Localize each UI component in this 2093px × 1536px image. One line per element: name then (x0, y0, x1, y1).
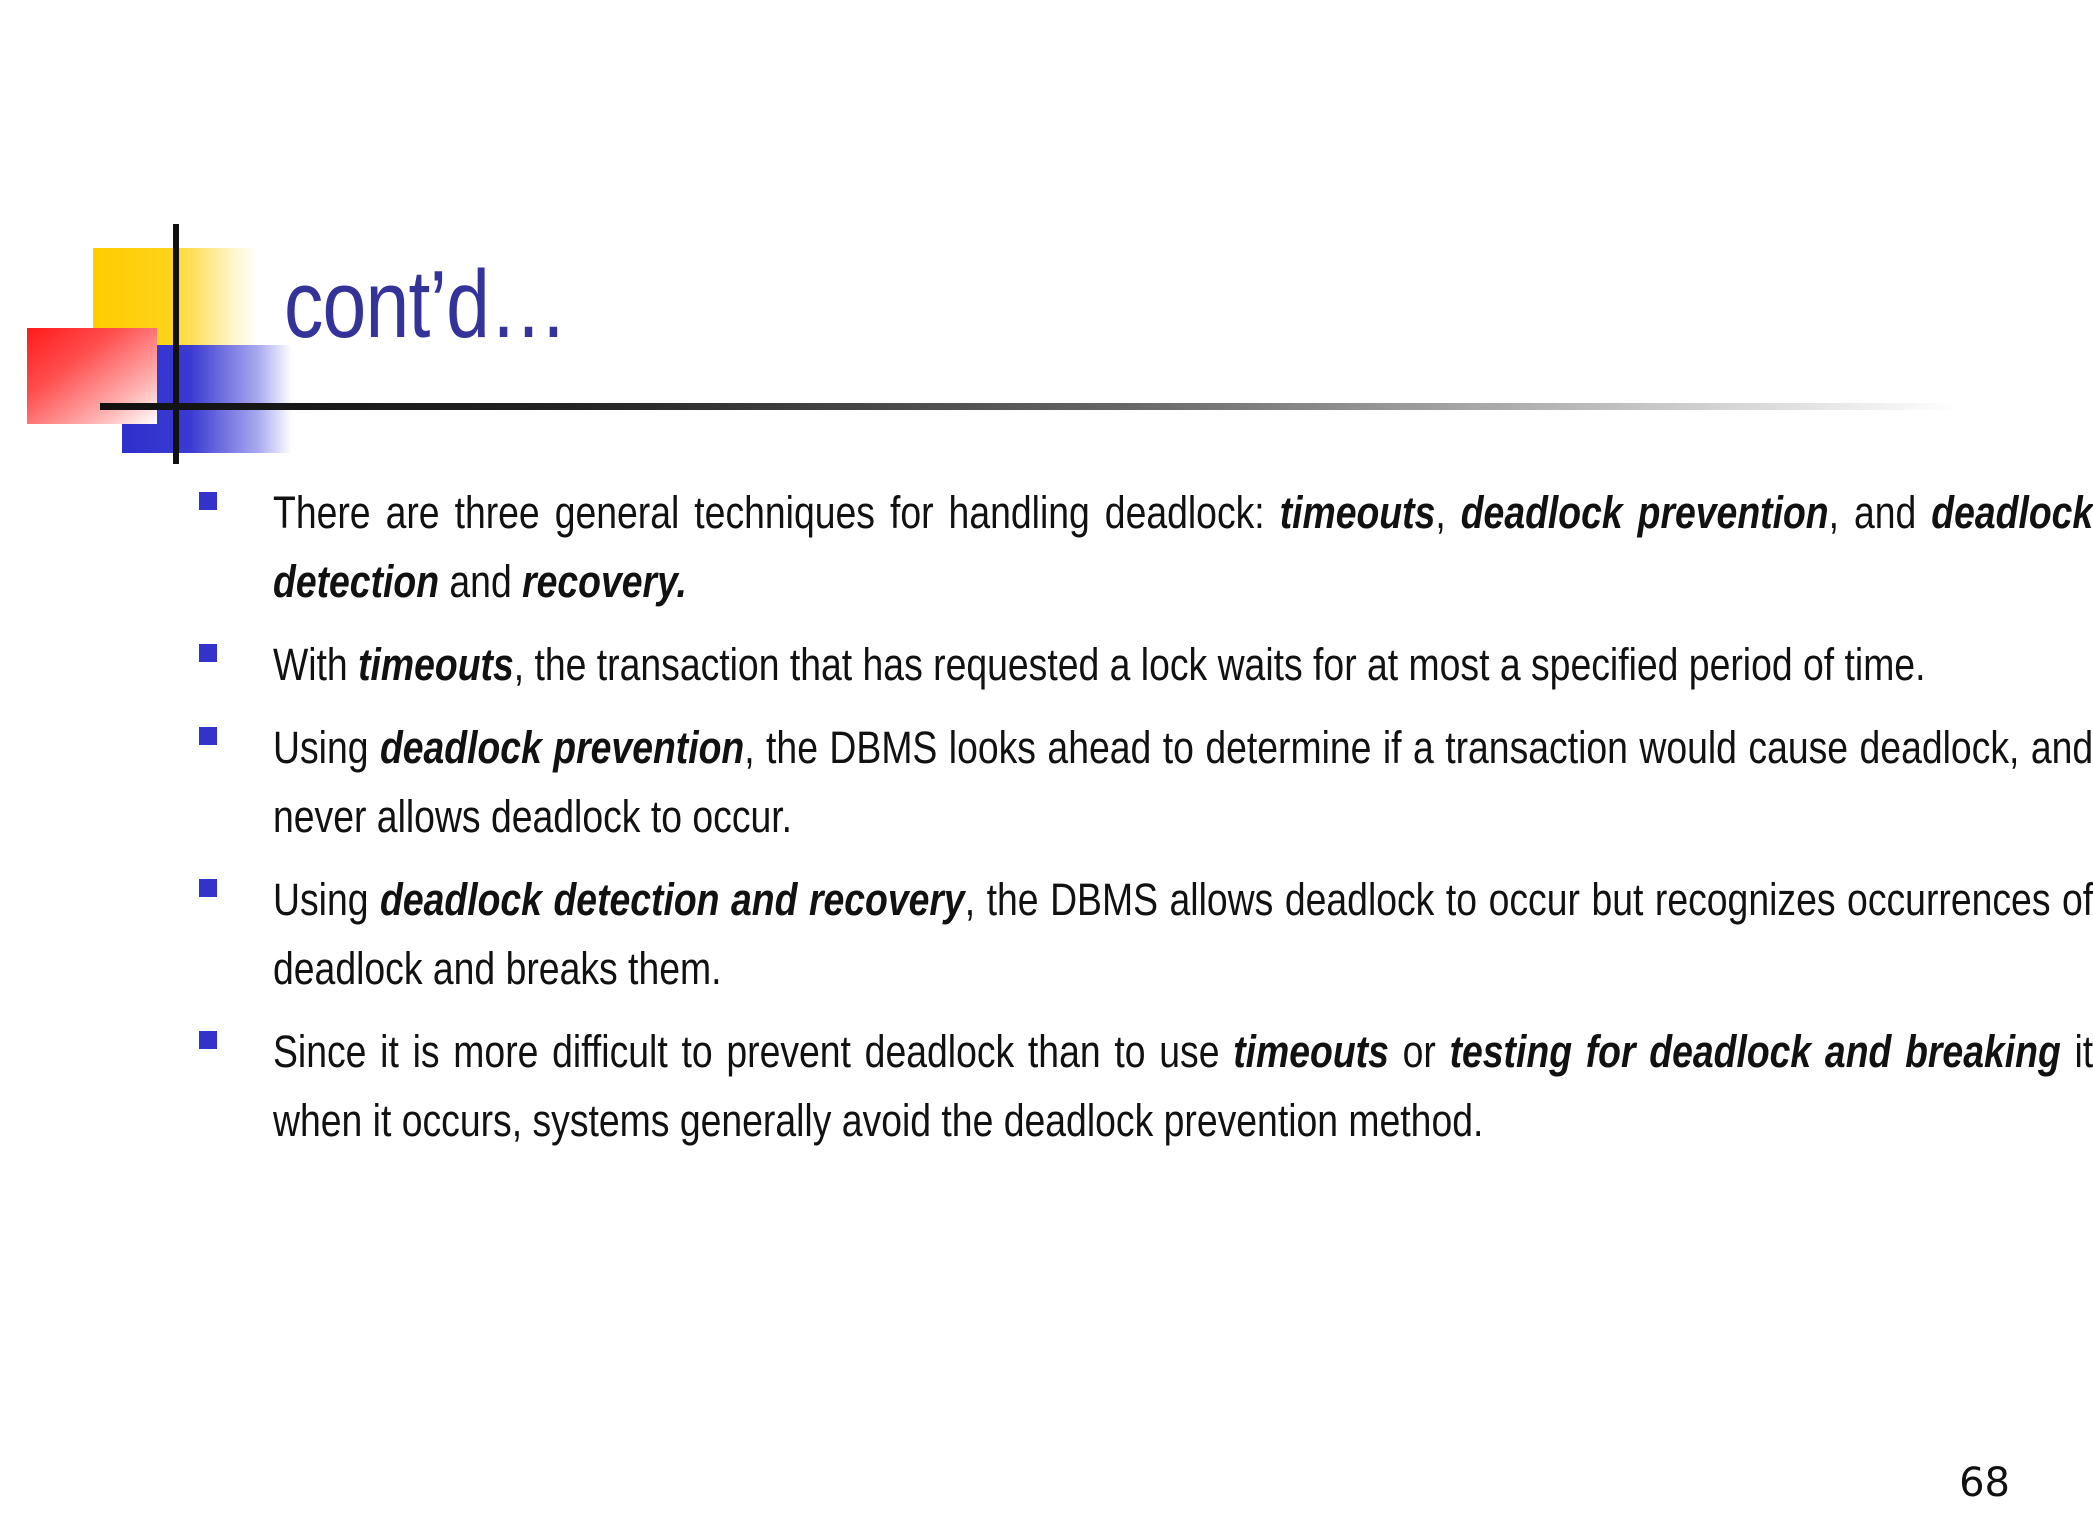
bullet-text (273, 478, 2093, 616)
emphasis-term: timeouts (1233, 1026, 1389, 1077)
square-bullet-icon (199, 727, 217, 745)
text-run: and (439, 556, 523, 607)
bullet-item (190, 1017, 2093, 1155)
vertical-rule (173, 224, 179, 464)
text-run: There are three general techniques for handling deadlock: (273, 487, 1280, 538)
emphasis-term: deadlock detection (273, 487, 2093, 607)
emphasis-term: timeouts (1279, 487, 1436, 538)
text-run: Using (273, 722, 380, 773)
text-run: , the DBMS allows deadlock to occur but recognizes occurrences of deadlock and breaks them. (273, 874, 2093, 994)
text-run: , the DBMS looks ahead to determine if a transaction would cause deadlock, and never allows deadlock to occur. (273, 722, 2093, 842)
square-bullet-icon (199, 879, 217, 897)
emphasis-term: deadlock prevention (379, 722, 745, 773)
bullet-item (190, 865, 2093, 1003)
bullet-item (190, 630, 2010, 699)
text-run: , (1435, 487, 1461, 538)
bullet-text (273, 865, 2093, 1003)
emphasis-term: recovery. (522, 556, 687, 607)
emphasis-term: deadlock detection and recovery (380, 874, 965, 925)
emphasis-term: deadlock prevention (1460, 487, 1829, 538)
text-run: it when it occurs, systems generally avoid the deadlock prevention method. (273, 1026, 2093, 1146)
title-underline-rule (100, 403, 1960, 410)
text-run: With (273, 639, 359, 690)
emphasis-term: testing for deadlock and breaking (1449, 1026, 2061, 1077)
square-bullet-icon (199, 1031, 217, 1049)
bullet-text (273, 713, 2093, 851)
bullet-text (273, 630, 2093, 699)
bullet-text (273, 1017, 2093, 1155)
square-bullet-icon (199, 644, 217, 662)
text-run: , the transaction that has requested a lock waits for at most a specified period of time. (513, 639, 1926, 690)
bullet-item (190, 713, 2093, 851)
square-bullet-icon (199, 492, 217, 510)
text-run: Since it is more difficult to prevent deadlock than to use (273, 1026, 1234, 1077)
text-run: or (1388, 1026, 1450, 1077)
bullet-item (190, 478, 2093, 616)
bullet-list (190, 478, 2093, 1169)
emphasis-term: timeouts (358, 639, 514, 690)
page-number: 68 (1959, 1460, 2010, 1506)
text-run: , and (1828, 487, 1932, 538)
slide-title: cont’d… (284, 251, 568, 358)
text-run: Using (273, 874, 381, 925)
